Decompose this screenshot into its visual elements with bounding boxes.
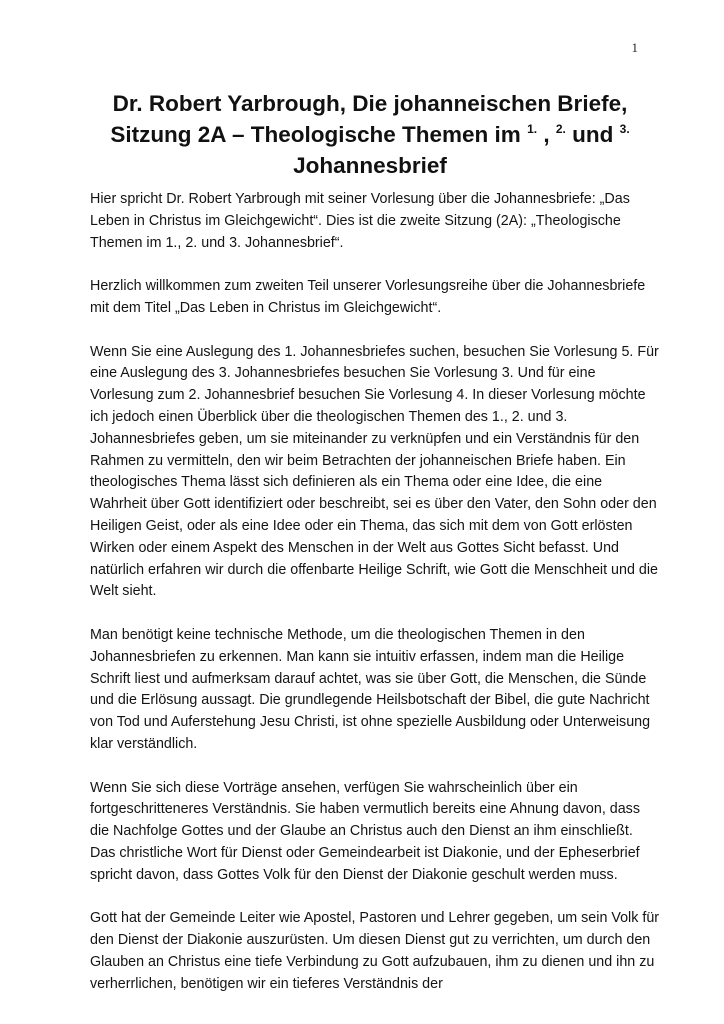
document-body bbox=[90, 189, 662, 1017]
title-line-2-prefix: Sitzung 2A – Theologische Themen im bbox=[110, 122, 521, 147]
paragraph: Wenn Sie sich diese Vorträge ansehen, verfügen Sie wahrscheinlich über ein fortgeschritteneres Verständnis. Sie haben vermutlich bereits eine Ahnung davon, dass die Nachfolge Gottes und der Glaube an Christus auch den Dienst an ihm einschließt. Das christliche Wort für Dienst oder Gemeindearbeit ist Diakonie, und der Epheserbrief spricht davon, dass Gottes Volk für den Dienst der Diakonie geschult werden muss. bbox=[90, 779, 640, 883]
paragraph: Hier spricht Dr. Robert Yarbrough mit seiner Vorlesung über die Johannesbriefe: „Das Leben in Christus im Gleichgewicht“. Dies ist die zweite Sitzung (2A): „Theologische Themen im 1., 2. und 3. Johannesbrief“. bbox=[90, 191, 630, 251]
paragraph: Wenn Sie eine Auslegung des 1. Johannesbriefes suchen, besuchen Sie Vorlesung 5. Für eine Auslegung des 3. Johannesbriefes besuchen Sie Vorlesung 3. Und für eine Vorlesung zum 2. Johannesbrief besuchen Sie Vorlesung 4. In dieser Vorlesung möchte ich jedoch einen Überblick über die theologischen Themen des 1., 2. und 3. Johannesbriefes geben, um sie miteinander zu verknüpfen und ein Verständnis für den Rahmen zu vermitteln, den wir beim Betrachten der johanneischen Briefe haben. Ein theologisches Thema lässt sich definieren als ein Thema oder eine Idee, die eine Wahrheit über Gott identifiziert oder beschreibt, sei es über den Vater, den Sohn oder den Heiligen Geist, oder als eine Idee oder ein Thema, das sich mit dem von Gott erlösten Wirken oder einem Aspekt des Menschen in der Welt aus Gottes Sicht befasst. Und natürlich erfahren wir durch die offenbarte Heilige Schrift, wie Gott die Menschheit und die Welt sieht. bbox=[90, 343, 659, 600]
page-number: 1 bbox=[631, 40, 638, 55]
title-sup-2: 2. bbox=[555, 122, 566, 136]
title-sup-1: 1. bbox=[527, 122, 538, 136]
title-and: und bbox=[572, 122, 614, 147]
title-line-3: Johannesbrief bbox=[293, 153, 447, 178]
document-title bbox=[90, 88, 650, 181]
title-line-2 bbox=[90, 119, 650, 150]
title-separator: , bbox=[543, 122, 550, 147]
title-line-1: Dr. Robert Yarbrough, Die johanneischen Briefe, bbox=[112, 91, 628, 116]
title-sup-3: 3. bbox=[619, 122, 630, 136]
paragraph: Herzlich willkommen zum zweiten Teil unserer Vorlesungsreihe über die Johannesbriefe mit dem Titel „Das Leben in Christus im Gleichgewicht“. bbox=[90, 278, 646, 316]
paragraph: Gott hat der Gemeinde Leiter wie Apostel, Pastoren und Lehrer gegeben, um sein Volk für den Dienst der Diakonie auszurüsten. Um diesen Dienst gut zu verrichten, um durch den Glauben an Christus eine tiefe Verbindung zu Gott aufzubauen, ihm zu dienen und ihn zu verherrlichen, benötigen wir ein tieferes Verständnis der bbox=[90, 910, 660, 992]
paragraph: Man benötigt keine technische Methode, um die theologischen Themen in den Johannesbriefen zu erkennen. Man kann sie intuitiv erfassen, indem man die Heilige Schrift liest und aufmerksam darauf achtet, was sie über Gott, die Menschen, die Sünde und die Erlösung aussagt. Die grundlegende Heilsbotschaft der Bibel, die gute Nachricht von Tod und Auferstehung Jesu Christi, ist ohne spezielle Ausbildung oder Unterweisung klar verständlich. bbox=[90, 626, 651, 752]
